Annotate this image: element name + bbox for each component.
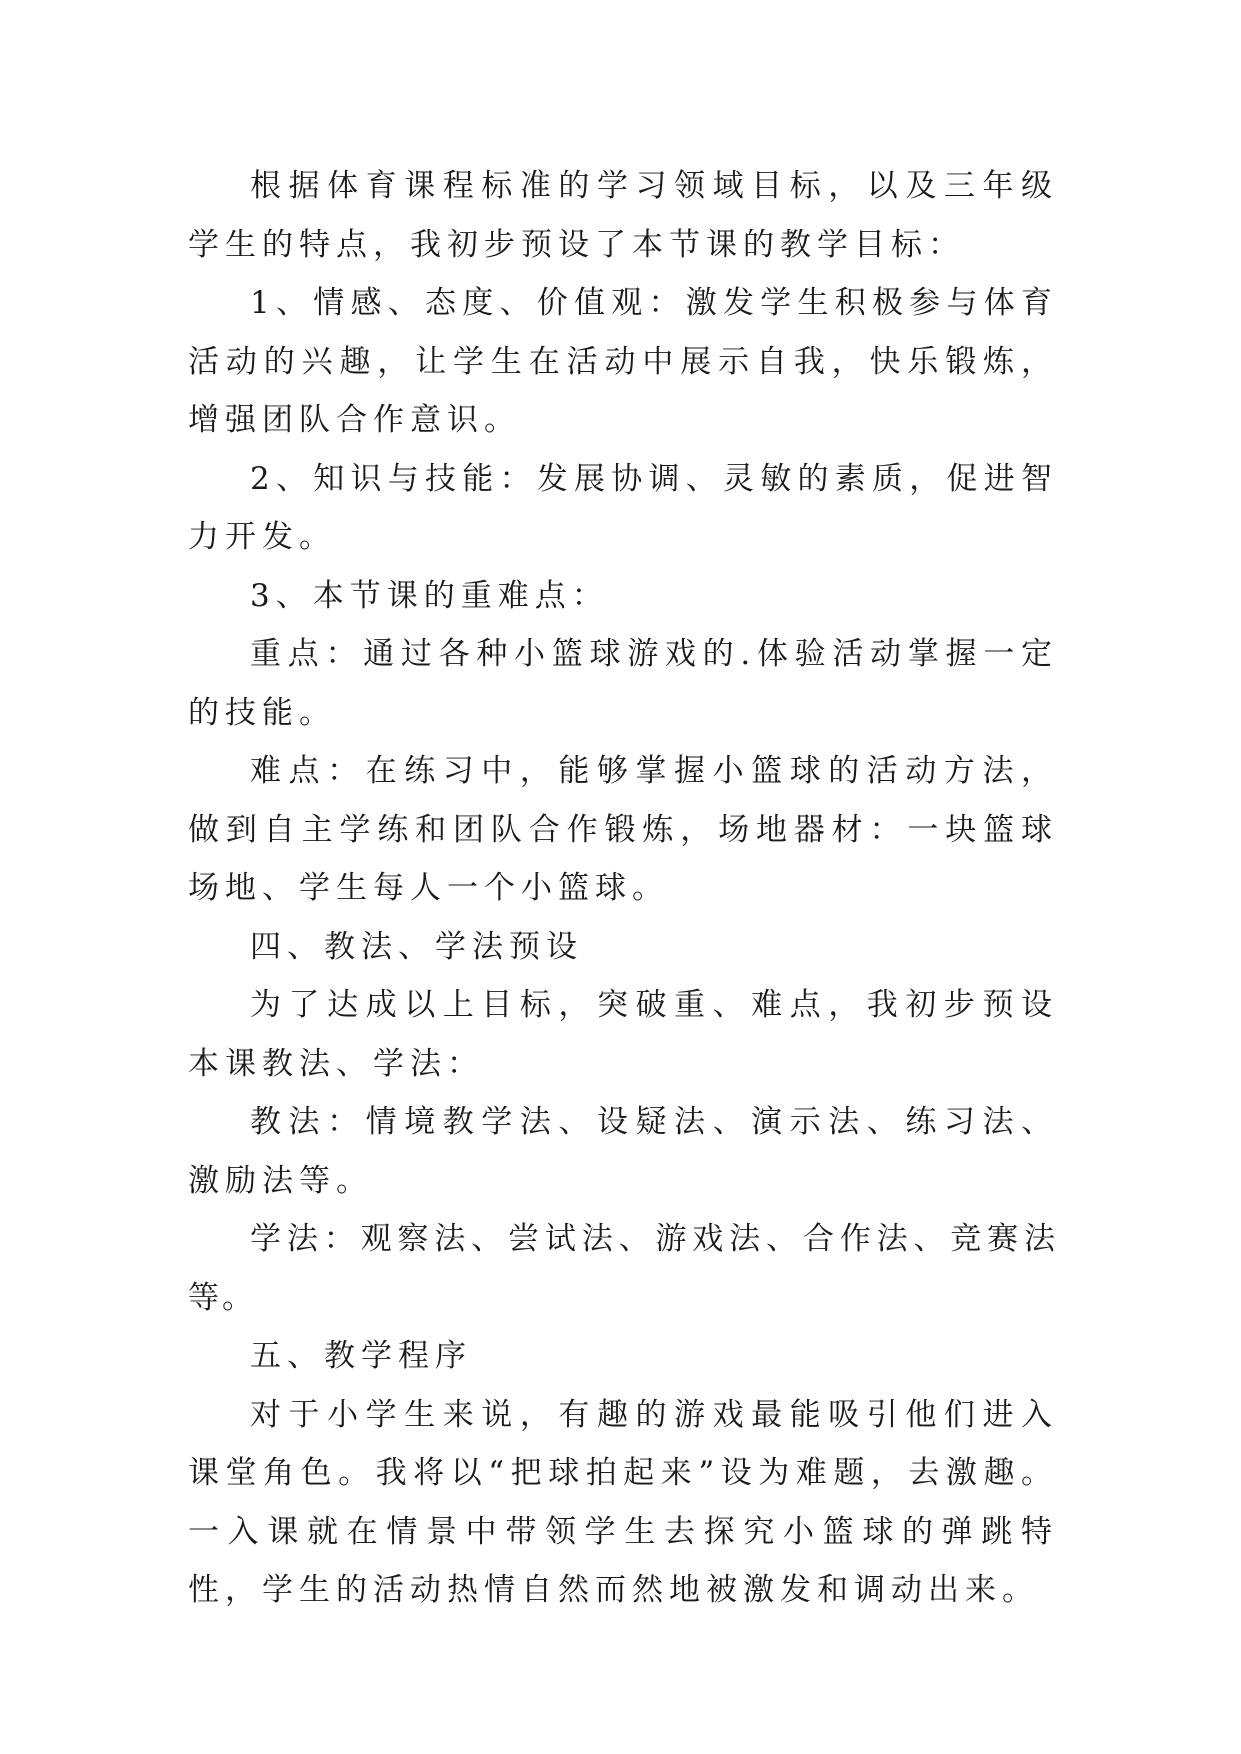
section-heading-methods: 四、教法、学法预设 <box>250 928 583 965</box>
paragraph-teaching-methods: 教法：情境教学法、设疑法、演示法、练习法、激励法等。 <box>188 1104 1058 1199</box>
section-heading-procedure: 五、教学程序 <box>250 1338 472 1374</box>
document-body <box>188 157 1058 1620</box>
paragraph-procedure: 对于小学生来说，有趣的游戏最能吸引他们进入课堂角色。我将以“把球拍起来”设为难题，去激趣。一入课就在情景中带领学生去探究小篮球的弹跳特性，学生的活动热情自然而然地被激发和调动出来。 <box>188 1396 1058 1608</box>
paragraph-learning-methods: 学法：观察法、尝试法、游戏法、合作法、竞赛法等。 <box>188 1221 1058 1316</box>
paragraph-key-difficulty-heading: 3、本节课的重难点： <box>250 577 609 614</box>
paragraph-goal-emotion: 1、情感、态度、价值观：激发学生积极参与体育活动的兴趣，让学生在活动中展示自我，快乐锻炼，增强团队合作意识。 <box>188 285 1058 438</box>
paragraph-goal-knowledge: 2、知识与技能：发展协调、灵敏的素质，促进智力开发。 <box>188 460 1058 555</box>
paragraph-key-point: 重点：通过各种小篮球游戏的.体验活动掌握一定的技能。 <box>188 636 1058 731</box>
paragraph-teaching-goals-intro: 根据体育课程标准的学习领域目标，以及三年级学生的特点，我初步预设了本节课的教学目标： <box>188 168 1058 263</box>
paragraph-methods-intro: 为了达成以上目标，突破重、难点，我初步预设本课教法、学法： <box>188 987 1058 1082</box>
paragraph-difficulty: 难点：在练习中，能够掌握小篮球的活动方法，做到自主学练和团队合作锻炼，场地器材：一块篮球场地、学生每人一个小篮球。 <box>188 753 1058 906</box>
